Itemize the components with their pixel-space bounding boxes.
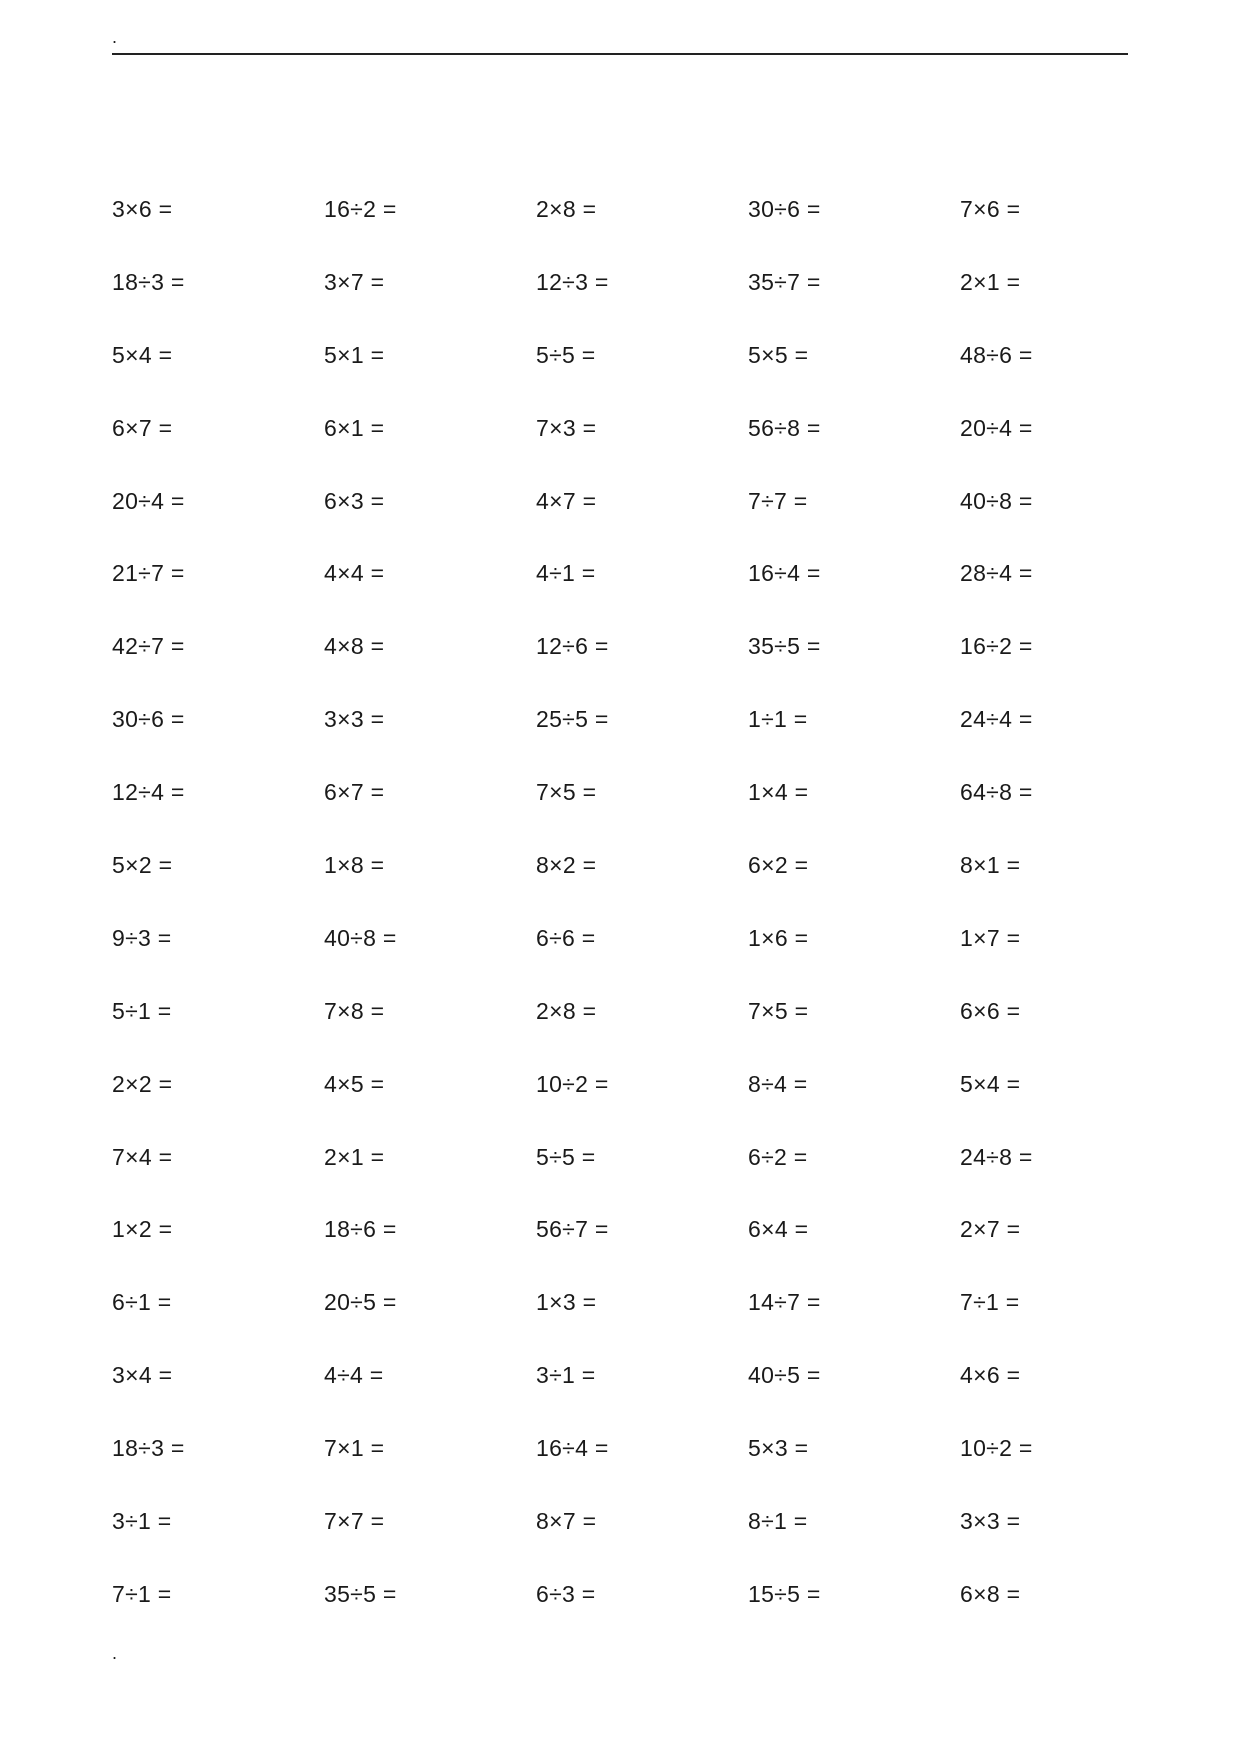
problem-cell: 7×3 =	[536, 414, 597, 441]
problem-cell: 4÷1 =	[536, 560, 596, 587]
problem-cell: 3÷1 =	[112, 1508, 172, 1535]
problem-cell: 1×7 =	[960, 924, 1021, 951]
problem-cell: 5×4 =	[960, 1070, 1021, 1097]
problem-cell: 10÷2 =	[960, 1435, 1033, 1462]
problem-cell: 24÷4 =	[960, 706, 1033, 733]
problem-cell: 4×8 =	[324, 633, 385, 660]
problem-cell: 7×5 =	[748, 997, 809, 1024]
problem-cell: 7×4 =	[112, 1143, 173, 1170]
problem-cell: 16÷2 =	[324, 196, 397, 222]
problem-cell: 18÷6 =	[324, 1216, 397, 1243]
problem-cell: 2×8 =	[536, 997, 597, 1024]
problem-cell: 7÷7 =	[748, 487, 808, 514]
problem-cell: 5÷5 =	[536, 1143, 596, 1170]
problem-cell: 42÷7 =	[112, 633, 185, 660]
problem-cell: 7÷1 =	[960, 1289, 1020, 1316]
problem-cell: 16÷4 =	[536, 1435, 609, 1462]
problem-cell: 2×1 =	[960, 268, 1021, 295]
header-mark: .	[112, 27, 118, 47]
problem-cell: 5×2 =	[112, 852, 173, 879]
problem-cell: 7×8 =	[324, 997, 385, 1024]
problem-cell: 56÷8 =	[748, 414, 821, 441]
problem-cell: 1×3 =	[536, 1289, 597, 1316]
problem-cell: 18÷3 =	[112, 1435, 185, 1462]
problem-cell: 9÷3 =	[112, 924, 172, 951]
problem-cell: 30÷6 =	[112, 706, 185, 733]
problem-cell: 40÷8 =	[960, 487, 1033, 514]
problem-cell: 4×6 =	[960, 1362, 1021, 1389]
problem-cell: 12÷4 =	[112, 779, 185, 806]
problem-cell: 4×5 =	[324, 1070, 385, 1097]
problem-cell: 3×3 =	[324, 706, 385, 733]
problem-cell: 7×5 =	[536, 779, 597, 806]
problem-cell: 6×7 =	[112, 414, 173, 441]
problem-cell: 8÷4 =	[748, 1070, 808, 1097]
problem-grid	[112, 196, 1172, 1654]
problem-cell: 24÷8 =	[960, 1143, 1033, 1170]
problem-cell: 6×4 =	[748, 1216, 809, 1243]
problem-cell: 6×6 =	[960, 997, 1021, 1024]
problem-cell: 6×3 =	[324, 487, 385, 514]
problem-cell: 18÷3 =	[112, 268, 185, 295]
problem-cell: 3×7 =	[324, 268, 385, 295]
problem-cell: 16÷2 =	[960, 633, 1033, 660]
problem-cell: 4÷4 =	[324, 1362, 384, 1389]
problem-cell: 8×2 =	[536, 852, 597, 879]
problem-cell: 48÷6 =	[960, 341, 1033, 368]
problem-cell: 12÷3 =	[536, 268, 609, 295]
problem-cell: 4×7 =	[536, 487, 597, 514]
problem-cell: 5×5 =	[748, 341, 809, 368]
problem-cell: 64÷8 =	[960, 779, 1033, 806]
problem-cell: 35÷5 =	[748, 633, 821, 660]
problem-cell: 1×4 =	[748, 779, 809, 806]
problem-cell: 15÷5 =	[748, 1580, 821, 1607]
problem-cell: 2×7 =	[960, 1216, 1021, 1243]
problem-cell: 3×3 =	[960, 1508, 1021, 1535]
problem-cell: 20÷4 =	[112, 487, 185, 514]
problem-cell: 1×2 =	[112, 1216, 173, 1243]
problem-cell: 35÷5 =	[324, 1580, 397, 1607]
header-rule	[112, 53, 1128, 55]
problem-cell: 5×4 =	[112, 341, 173, 368]
problem-cell: 6÷2 =	[748, 1143, 808, 1170]
problem-cell: 7×1 =	[324, 1435, 385, 1462]
problem-cell: 20÷4 =	[960, 414, 1033, 441]
problem-cell: 8×1 =	[960, 852, 1021, 879]
problem-cell: 6×7 =	[324, 779, 385, 806]
footer-mark: .	[112, 1643, 118, 1663]
problem-cell: 6÷3 =	[536, 1580, 596, 1607]
problem-cell: 7×6 =	[960, 196, 1021, 222]
problem-cell: 12÷6 =	[536, 633, 609, 660]
problem-cell: 6÷6 =	[536, 924, 596, 951]
problem-cell: 6×2 =	[748, 852, 809, 879]
problem-cell: 3×6 =	[112, 196, 173, 222]
problem-cell: 5÷5 =	[536, 341, 596, 368]
problem-cell: 1×8 =	[324, 852, 385, 879]
problem-cell: 8×7 =	[536, 1508, 597, 1535]
problem-cell: 16÷4 =	[748, 560, 821, 587]
problem-cell: 56÷7 =	[536, 1216, 609, 1243]
problem-cell: 5×3 =	[748, 1435, 809, 1462]
problem-cell: 28÷4 =	[960, 560, 1033, 587]
problem-cell: 35÷7 =	[748, 268, 821, 295]
problem-cell: 1×6 =	[748, 924, 809, 951]
problem-cell: 5÷1 =	[112, 997, 172, 1024]
problem-cell: 1÷1 =	[748, 706, 808, 733]
problem-cell: 40÷8 =	[324, 924, 397, 951]
problem-cell: 2×2 =	[112, 1070, 173, 1097]
problem-cell: 3÷1 =	[536, 1362, 596, 1389]
problem-cell: 30÷6 =	[748, 196, 821, 222]
problem-cell: 3×4 =	[112, 1362, 173, 1389]
problem-cell: 14÷7 =	[748, 1289, 821, 1316]
problem-cell: 2×8 =	[536, 196, 597, 222]
problem-cell: 21÷7 =	[112, 560, 185, 587]
problem-cell: 25÷5 =	[536, 706, 609, 733]
problem-cell: 40÷5 =	[748, 1362, 821, 1389]
problem-cell: 8÷1 =	[748, 1508, 808, 1535]
problem-cell: 4×4 =	[324, 560, 385, 587]
problem-cell: 20÷5 =	[324, 1289, 397, 1316]
problem-cell: 10÷2 =	[536, 1070, 609, 1097]
problem-cell: 7÷1 =	[112, 1580, 172, 1607]
problem-cell: 5×1 =	[324, 341, 385, 368]
problem-cell: 7×7 =	[324, 1508, 385, 1535]
problem-cell: 6×8 =	[960, 1580, 1021, 1607]
problem-cell: 2×1 =	[324, 1143, 385, 1170]
problem-cell: 6÷1 =	[112, 1289, 172, 1316]
problem-cell: 6×1 =	[324, 414, 385, 441]
